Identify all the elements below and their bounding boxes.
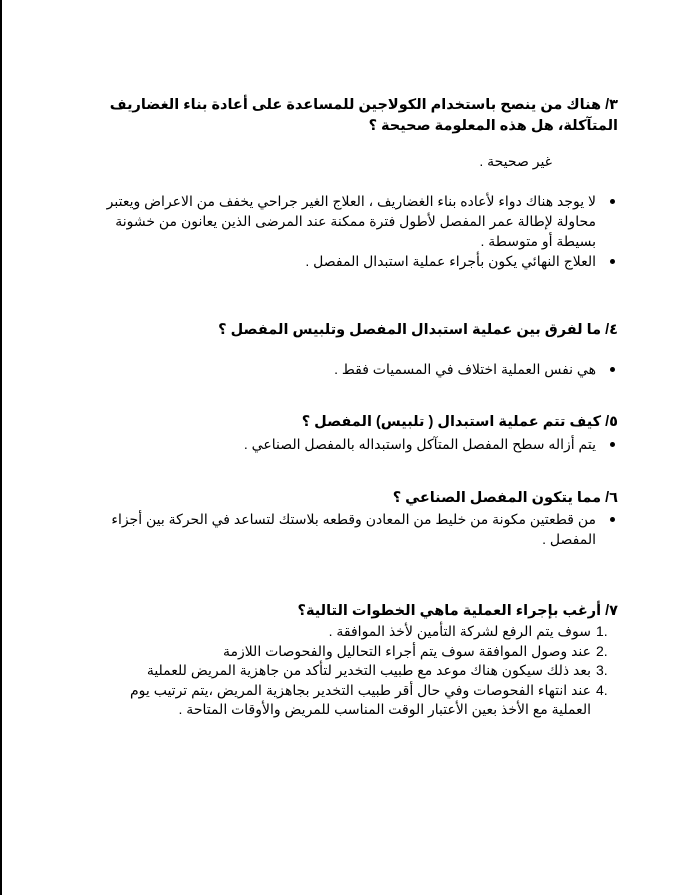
question-6: ٦/ مما يتكون المفصل الصناعي ؟: [392, 490, 618, 506]
q6-bullet-list: [88, 509, 618, 549]
q5-bullet-list: [98, 434, 618, 454]
q4-bullet-list: [98, 359, 618, 379]
list-item: [98, 622, 618, 642]
step-number: 2.: [596, 642, 608, 659]
list-item: [98, 642, 618, 662]
question-5: ٥/ كيف تتم عملية استبدال ( تلبيس) المفصل ؟: [301, 414, 618, 430]
step-text: سوف يتم الرفع لشركة التأمين لأخذ الموافقة .: [328, 623, 591, 639]
step-text: بعد ذلك سيكون هناك موعد مع طبيب التخدير لتأكد من جاهزية المريض للعملية: [146, 662, 591, 678]
step-number: 4.: [596, 681, 608, 698]
list-item: من قطعتين مكونة من خليط من المعادن وقطعه بلاستك لتساعد في الحركة بين أجزاء المفصل .: [88, 509, 618, 549]
step-text: عند انتهاء الفحوصات وفي حال أقر طبيب التخدير بجاهزية المريض ،يتم ترتيب يوم العملية مع الأخذ بعين الأعتبار الوقت المناسب للمريض والأوقات المتاحة .: [130, 681, 591, 717]
list-item: [98, 681, 618, 720]
list-item: يتم أزاله سطح المفصل المتآكل واستبداله بالمفصل الصناعي .: [98, 434, 618, 454]
list-item: العلاج النهائي يكون بأجراء عملية استبدال المفصل .: [98, 251, 618, 271]
q3-bullet-list: [98, 191, 618, 271]
step-number: 3.: [596, 662, 608, 678]
q7-steps-list: [98, 622, 618, 720]
question-7: ٧/ أرغب بإجراء العملية ماهي الخطوات التالية؟: [297, 603, 618, 619]
step-text: عند وصول الموافقة سوف يتم أجراء التحاليل والفحوصات اللازمة: [222, 642, 591, 659]
list-item: لا يوجد هناك دواء لأعاده بناء الغضاريف ، العلاج الغير جراحي يخفف من الاعراض ويعتبر محاولة لإطالة عمر المفصل لأطول فترة ممكنة عند المرضى الذين يعانون من خشونة بسيطة أو متوسطة .: [98, 191, 618, 251]
question-3: ٣/ هناك من ينصح باستخدام الكولاجين للمساعدة على أعادة بناء الغضاريف المتآكلة، هل هذه المعلومة صحيحة ؟: [109, 97, 618, 134]
list-item: [98, 661, 618, 681]
question-4: ٤/ ما لفرق بين عملية استبدال المفصل وتلبيس المفصل ؟: [218, 322, 618, 338]
page-left-border: [0, 0, 2, 895]
step-number: 1.: [596, 623, 608, 639]
list-item: هي نفس العملية اختلاف في المسميات فقط .: [98, 359, 618, 379]
answer-3: غير صحيحة .: [479, 153, 552, 169]
